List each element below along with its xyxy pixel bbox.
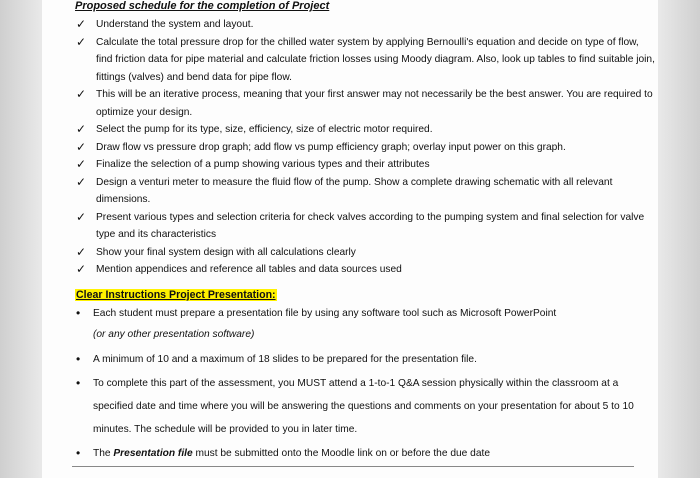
bullet-text-emphasis: Presentation file bbox=[113, 448, 193, 459]
bullet-item bbox=[76, 372, 656, 441]
bullet-text-pre: The bbox=[93, 448, 114, 459]
checkmark-icon: ✓ bbox=[76, 244, 87, 259]
checkmark-icon: ✓ bbox=[76, 157, 87, 171]
presentation-heading: Clear Instructions Project Presentation: bbox=[76, 289, 276, 301]
checklist-item bbox=[76, 244, 656, 262]
bullet-icon: • bbox=[76, 446, 81, 460]
checklist-item bbox=[76, 34, 656, 87]
checklist-text: Design a venturi meter to measure the fluid flow of the pump. Show a complete drawing schematic with all relevant dimensions. bbox=[96, 176, 613, 205]
bottom-divider bbox=[72, 466, 634, 467]
checkmark-icon: ✓ bbox=[76, 87, 87, 101]
checklist-text: Calculate the total pressure drop for the chilled water system by applying Bernoulli's equation and decide on type of flow, find friction data for pipe material and calculate friction losses using Moody diagram. Also, look up tables to find suitable join, fittings (valves) and bend data for pipe flow. bbox=[96, 36, 655, 83]
bullet-text: A minimum of 10 and a maximum of 18 slides to be prepared for the presentation file. bbox=[93, 354, 477, 365]
checklist-text: Select the pump for its type, size, efficiency, size of electric motor required. bbox=[96, 124, 433, 135]
checkmark-icon: ✓ bbox=[76, 174, 87, 189]
bullet-item bbox=[76, 303, 656, 345]
bullet-icon: • bbox=[76, 306, 81, 320]
checkmark-icon: ✓ bbox=[76, 262, 87, 276]
checklist-item bbox=[76, 156, 656, 174]
bullet-note: (or any other presentation software) bbox=[93, 329, 255, 340]
checklist-text: Draw flow vs pressure drop graph; add flow vs pump efficiency graph; overlay input power on this graph. bbox=[96, 141, 566, 153]
checklist-item bbox=[76, 121, 656, 139]
checklist-item bbox=[76, 86, 656, 121]
document-page bbox=[42, 0, 658, 478]
schedule-checklist bbox=[76, 16, 656, 279]
checklist-item bbox=[76, 139, 656, 157]
checklist-item bbox=[76, 16, 656, 34]
bullet-text-post: must be submitted onto the Moodle link on or before the due date bbox=[192, 448, 490, 459]
bullet-text: Each student must prepare a presentation file by using any software tool such as Microsoft PowerPoint bbox=[93, 308, 557, 319]
checklist-text: Finalize the selection of a pump showing various types and their attributes bbox=[96, 159, 430, 170]
checklist-item bbox=[76, 261, 656, 279]
checklist-text: Mention appendices and reference all tables and data sources used bbox=[96, 264, 402, 275]
checkmark-icon: ✓ bbox=[76, 122, 87, 136]
presentation-bullets bbox=[76, 303, 656, 465]
checklist-item bbox=[76, 174, 656, 209]
checklist-text: Show your final system design with all calculations clearly bbox=[96, 246, 356, 258]
bullet-text: To complete this part of the assessment, you MUST attend a 1-to-1 Q&A session physically within the classroom at a specified date and time where you will be answering the questions and comments on your presentation for about 5 to 10 minutes. The schedule will be provided to you in later time. bbox=[93, 378, 634, 435]
checkmark-icon: ✓ bbox=[76, 209, 87, 224]
bullet-item bbox=[76, 442, 656, 465]
checklist-text: Present various types and selection criteria for check valves according to the pumping system and final selection for valve type and its characteristics bbox=[96, 211, 645, 240]
checkmark-icon: ✓ bbox=[76, 139, 87, 154]
checkmark-icon: ✓ bbox=[76, 17, 87, 31]
checkmark-icon: ✓ bbox=[76, 34, 87, 49]
checklist-text: This will be an iterative process, meaning that your first answer may not necessarily be the best answer. You are required to optimize your design. bbox=[96, 89, 653, 118]
bullet-item bbox=[76, 348, 656, 371]
checklist-text: Understand the system and layout. bbox=[96, 19, 254, 30]
checklist-item bbox=[76, 209, 656, 244]
bullet-icon: • bbox=[76, 352, 81, 366]
schedule-heading: Proposed schedule for the completion of Project bbox=[75, 0, 330, 12]
bullet-icon: • bbox=[76, 376, 81, 390]
